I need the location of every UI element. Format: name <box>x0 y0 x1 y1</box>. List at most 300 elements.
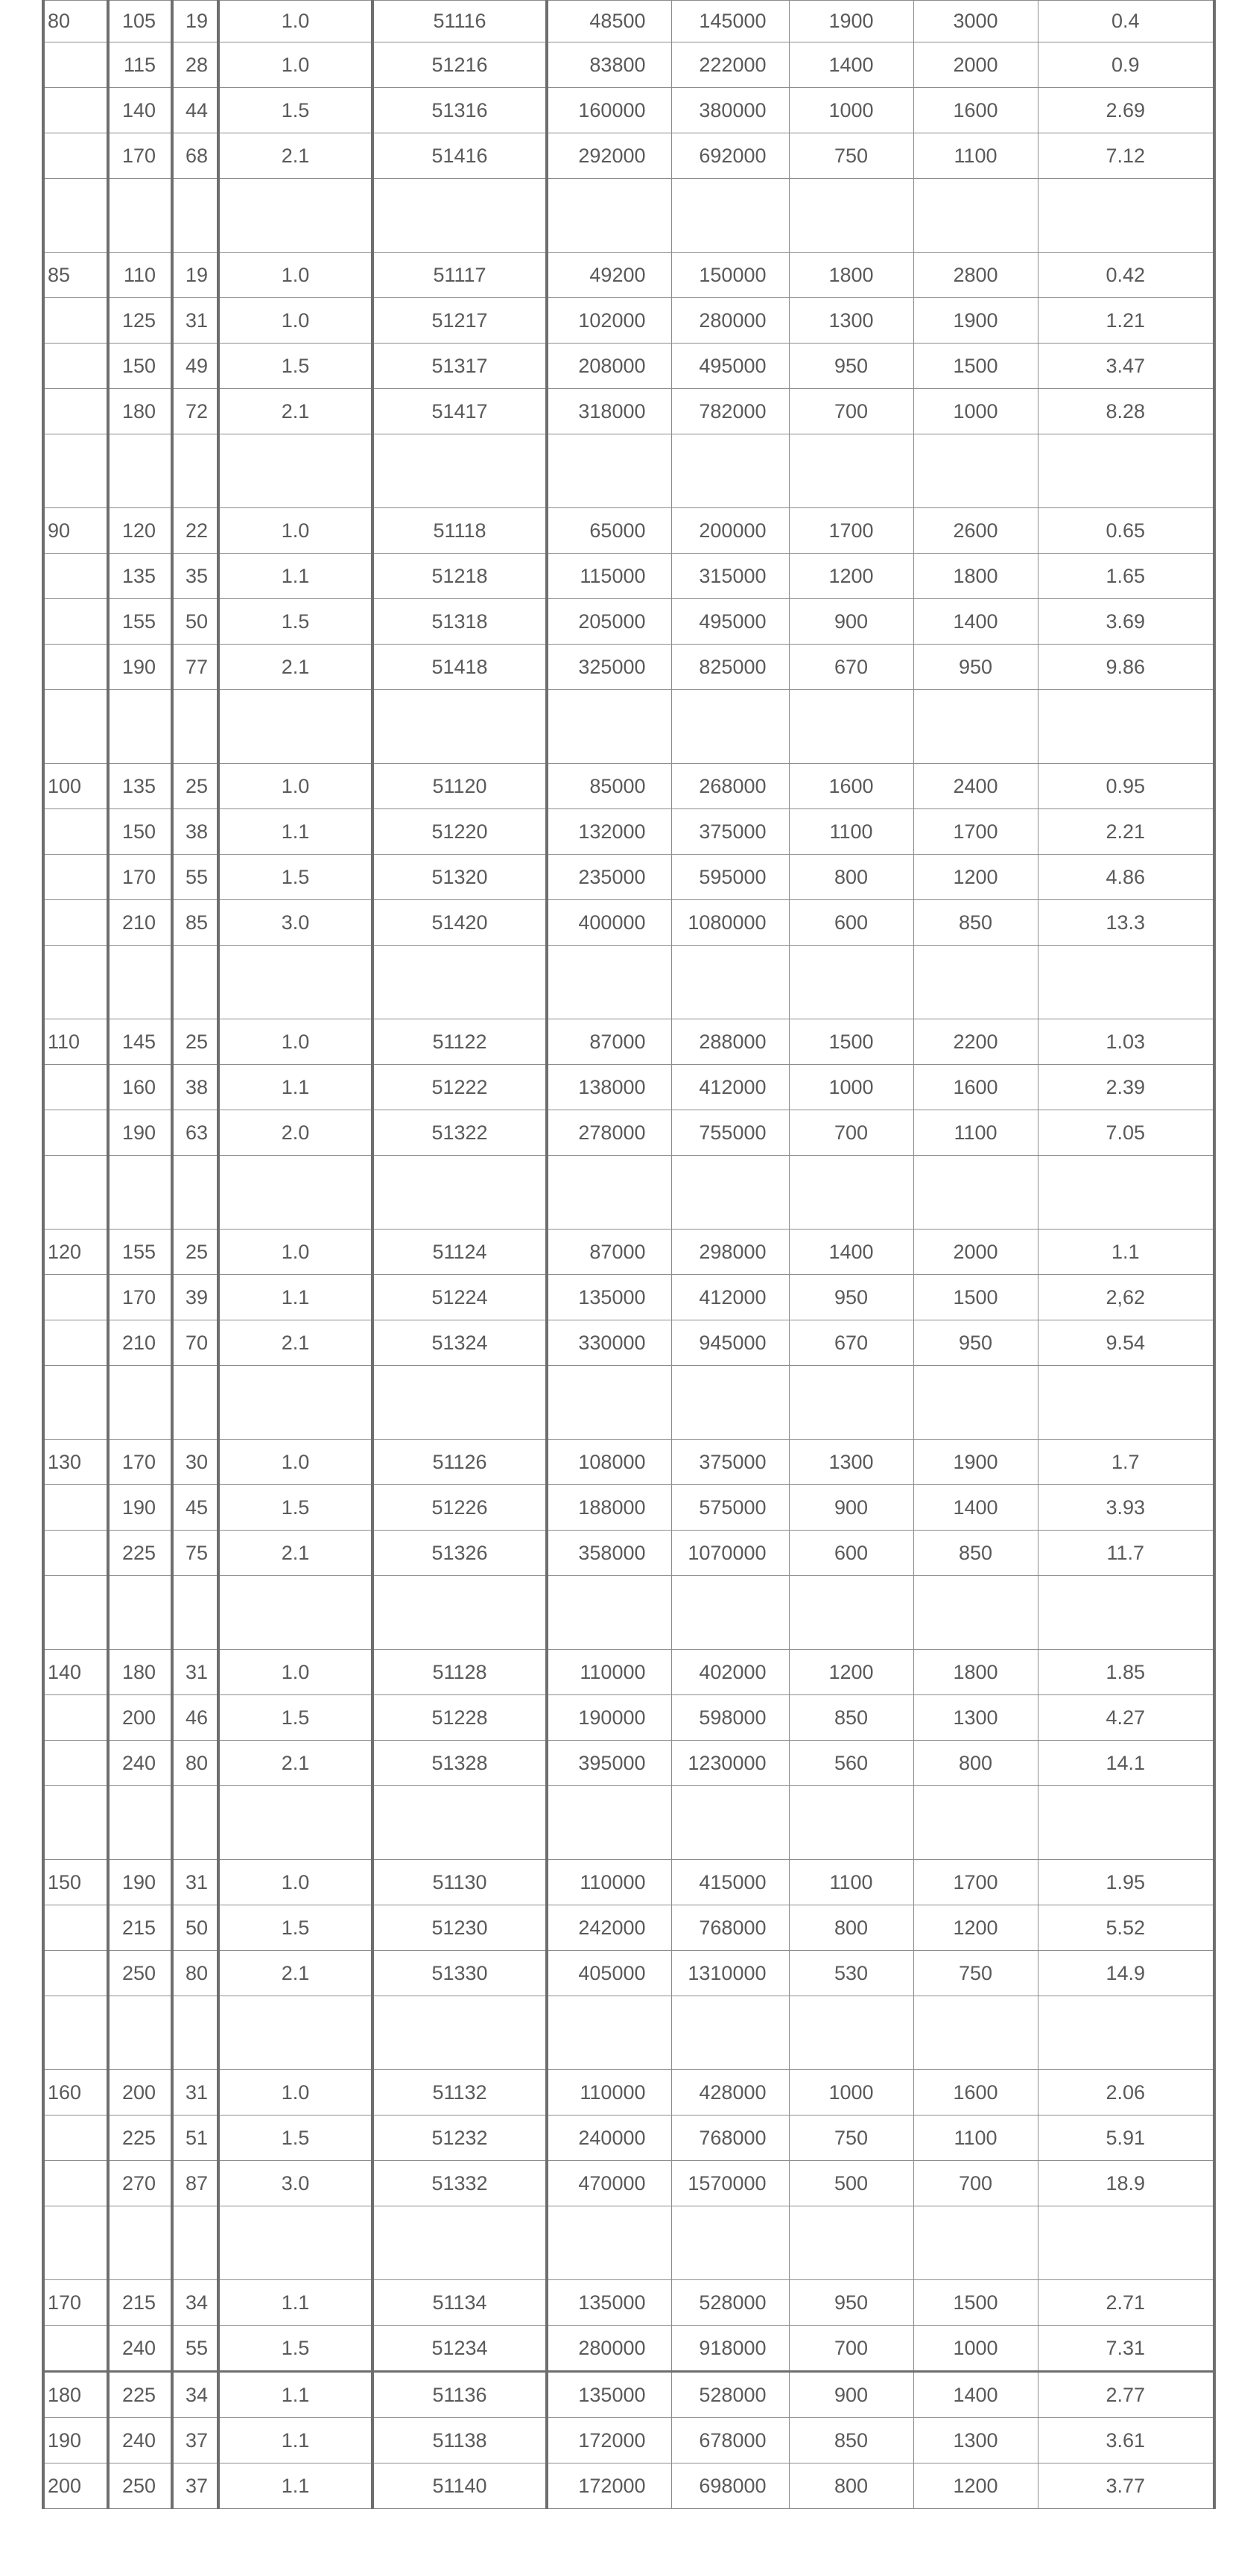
oil-speed-cell: 1000 <box>913 2326 1038 2372</box>
table-row <box>43 2161 1214 2206</box>
oil-speed-cell: 1800 <box>913 554 1038 599</box>
empty-cell <box>43 690 108 764</box>
bearing-code-cell: 51328 <box>372 1741 547 1786</box>
height-cell: 80 <box>172 1741 218 1786</box>
empty-cell <box>789 690 913 764</box>
bearing-code-cell: 51132 <box>372 2070 547 2115</box>
grease-speed-cell: 1000 <box>789 2070 913 2115</box>
bearing-code-cell: 51332 <box>372 2161 547 2206</box>
mass-cell: 11.7 <box>1038 1531 1214 1576</box>
height-cell: 55 <box>172 855 218 900</box>
static-load-cell: 698000 <box>671 2463 789 2509</box>
empty-cell <box>172 2206 218 2280</box>
table-row <box>43 855 1214 900</box>
empty-cell <box>372 2206 547 2280</box>
empty-cell <box>789 434 913 508</box>
bearing-code-cell: 51118 <box>372 508 547 554</box>
chamfer-cell: 1.0 <box>218 1230 372 1275</box>
table-row <box>43 1019 1214 1065</box>
empty-cell <box>108 1156 172 1230</box>
chamfer-cell: 1.0 <box>218 1019 372 1065</box>
oil-speed-cell: 1100 <box>913 1110 1038 1156</box>
table-row <box>43 1275 1214 1320</box>
outer-diameter-cell: 170 <box>108 1440 172 1485</box>
grease-speed-cell: 1200 <box>789 554 913 599</box>
mass-cell: 18.9 <box>1038 2161 1214 2206</box>
outer-diameter-cell: 225 <box>108 2115 172 2161</box>
chamfer-cell: 1.5 <box>218 1905 372 1951</box>
outer-diameter-cell: 115 <box>108 42 172 88</box>
bore-diameter-cell: 190 <box>43 2418 108 2463</box>
static-load-cell: 678000 <box>671 2418 789 2463</box>
dynamic-load-cell: 110000 <box>547 2070 671 2115</box>
empty-cell <box>218 2206 372 2280</box>
grease-speed-cell: 1500 <box>789 1019 913 1065</box>
table-row <box>43 2280 1214 2326</box>
bearing-code-cell: 51322 <box>372 1110 547 1156</box>
static-load-cell: 288000 <box>671 1019 789 1065</box>
static-load-cell: 412000 <box>671 1275 789 1320</box>
bore-diameter-cell: 180 <box>43 2372 108 2418</box>
grease-speed-cell: 600 <box>789 1531 913 1576</box>
mass-cell: 2.71 <box>1038 2280 1214 2326</box>
bore-diameter-cell <box>43 554 108 599</box>
chamfer-cell: 1.0 <box>218 508 372 554</box>
outer-diameter-cell: 170 <box>108 1275 172 1320</box>
bore-diameter-cell <box>43 1065 108 1110</box>
mass-cell: 2.77 <box>1038 2372 1214 2418</box>
outer-diameter-cell: 150 <box>108 344 172 389</box>
empty-cell <box>108 2206 172 2280</box>
chamfer-cell: 1.5 <box>218 599 372 645</box>
empty-cell <box>547 2206 671 2280</box>
empty-cell <box>172 1366 218 1440</box>
bearing-code-cell: 51117 <box>372 253 547 298</box>
height-cell: 77 <box>172 645 218 690</box>
grease-speed-cell: 500 <box>789 2161 913 2206</box>
outer-diameter-cell: 190 <box>108 1860 172 1905</box>
empty-cell <box>43 1786 108 1860</box>
mass-cell: 8.28 <box>1038 389 1214 434</box>
grease-speed-cell: 950 <box>789 344 913 389</box>
chamfer-cell: 1.1 <box>218 809 372 855</box>
empty-cell <box>43 1576 108 1650</box>
oil-speed-cell: 850 <box>913 900 1038 946</box>
bearing-code-cell: 51120 <box>372 764 547 809</box>
table-row <box>43 1860 1214 1905</box>
grease-speed-cell: 800 <box>789 855 913 900</box>
chamfer-cell: 2.1 <box>218 645 372 690</box>
mass-cell: 3.47 <box>1038 344 1214 389</box>
oil-speed-cell: 750 <box>913 1951 1038 1996</box>
empty-cell <box>218 1366 372 1440</box>
mass-cell: 3.69 <box>1038 599 1214 645</box>
empty-cell <box>108 1366 172 1440</box>
bearing-code-cell: 51226 <box>372 1485 547 1531</box>
grease-speed-cell: 900 <box>789 599 913 645</box>
bore-diameter-cell <box>43 2326 108 2372</box>
empty-cell <box>671 179 789 253</box>
outer-diameter-cell: 135 <box>108 764 172 809</box>
chamfer-cell: 1.1 <box>218 1065 372 1110</box>
bore-diameter-cell: 120 <box>43 1230 108 1275</box>
empty-cell <box>1038 1576 1214 1650</box>
empty-cell <box>43 1996 108 2070</box>
static-load-cell: 375000 <box>671 809 789 855</box>
bearing-code-cell: 51140 <box>372 2463 547 2509</box>
height-cell: 44 <box>172 88 218 133</box>
grease-speed-cell: 1200 <box>789 1650 913 1695</box>
static-load-cell: 755000 <box>671 1110 789 1156</box>
empty-cell <box>1038 1156 1214 1230</box>
table-row <box>43 1695 1214 1741</box>
oil-speed-cell: 1800 <box>913 1650 1038 1695</box>
empty-cell <box>218 946 372 1019</box>
oil-speed-cell: 1600 <box>913 88 1038 133</box>
outer-diameter-cell: 170 <box>108 133 172 179</box>
bore-diameter-cell <box>43 1741 108 1786</box>
bore-diameter-cell <box>43 344 108 389</box>
table-row <box>43 88 1214 133</box>
empty-cell <box>43 2206 108 2280</box>
mass-cell: 9.54 <box>1038 1320 1214 1366</box>
bore-diameter-cell <box>43 42 108 88</box>
bore-diameter-cell <box>43 298 108 344</box>
table-row <box>43 1320 1214 1366</box>
dynamic-load-cell: 395000 <box>547 1741 671 1786</box>
bearing-code-cell: 51324 <box>372 1320 547 1366</box>
outer-diameter-cell: 125 <box>108 298 172 344</box>
oil-speed-cell: 2000 <box>913 1230 1038 1275</box>
dynamic-load-cell: 87000 <box>547 1019 671 1065</box>
bore-diameter-cell <box>43 88 108 133</box>
grease-speed-cell: 560 <box>789 1741 913 1786</box>
height-cell: 49 <box>172 344 218 389</box>
mass-cell: 2.39 <box>1038 1065 1214 1110</box>
bore-diameter-cell: 130 <box>43 1440 108 1485</box>
height-cell: 37 <box>172 2418 218 2463</box>
bearing-code-cell: 51124 <box>372 1230 547 1275</box>
empty-cell <box>1038 1996 1214 2070</box>
height-cell: 30 <box>172 1440 218 1485</box>
bore-diameter-cell <box>43 1485 108 1531</box>
table-row <box>43 2372 1214 2418</box>
grease-speed-cell: 850 <box>789 2418 913 2463</box>
table-row <box>43 1065 1214 1110</box>
dynamic-load-cell: 318000 <box>547 389 671 434</box>
empty-cell <box>372 1786 547 1860</box>
bore-diameter-cell <box>43 1905 108 1951</box>
mass-cell: 4.86 <box>1038 855 1214 900</box>
grease-speed-cell: 700 <box>789 2326 913 2372</box>
empty-cell <box>218 690 372 764</box>
empty-cell <box>547 690 671 764</box>
mass-cell: 1.03 <box>1038 1019 1214 1065</box>
height-cell: 19 <box>172 253 218 298</box>
outer-diameter-cell: 240 <box>108 2418 172 2463</box>
empty-cell <box>547 1366 671 1440</box>
oil-speed-cell: 1000 <box>913 389 1038 434</box>
mass-cell: 3.93 <box>1038 1485 1214 1531</box>
chamfer-cell: 2.1 <box>218 133 372 179</box>
outer-diameter-cell: 170 <box>108 855 172 900</box>
dynamic-load-cell: 110000 <box>547 1650 671 1695</box>
bore-diameter-cell <box>43 1531 108 1576</box>
empty-cell <box>913 1996 1038 2070</box>
spacer-row <box>43 690 1214 764</box>
grease-speed-cell: 1300 <box>789 298 913 344</box>
chamfer-cell: 3.0 <box>218 2161 372 2206</box>
empty-cell <box>671 2206 789 2280</box>
grease-speed-cell: 1100 <box>789 809 913 855</box>
height-cell: 25 <box>172 1230 218 1275</box>
empty-cell <box>108 690 172 764</box>
height-cell: 80 <box>172 1951 218 1996</box>
grease-speed-cell: 1000 <box>789 88 913 133</box>
oil-speed-cell: 1600 <box>913 2070 1038 2115</box>
empty-cell <box>671 1996 789 2070</box>
chamfer-cell: 1.0 <box>218 1650 372 1695</box>
static-load-cell: 428000 <box>671 2070 789 2115</box>
empty-cell <box>547 1996 671 2070</box>
oil-speed-cell: 1900 <box>913 298 1038 344</box>
dynamic-load-cell: 358000 <box>547 1531 671 1576</box>
table-row <box>43 508 1214 554</box>
grease-speed-cell: 900 <box>789 1485 913 1531</box>
mass-cell: 1.7 <box>1038 1440 1214 1485</box>
height-cell: 68 <box>172 133 218 179</box>
spacer-row <box>43 1786 1214 1860</box>
outer-diameter-cell: 180 <box>108 389 172 434</box>
empty-cell <box>913 1156 1038 1230</box>
oil-speed-cell: 1700 <box>913 809 1038 855</box>
static-load-cell: 1230000 <box>671 1741 789 1786</box>
spacer-row <box>43 434 1214 508</box>
bore-diameter-cell <box>43 2161 108 2206</box>
empty-cell <box>1038 946 1214 1019</box>
empty-cell <box>372 434 547 508</box>
dynamic-load-cell: 190000 <box>547 1695 671 1741</box>
outer-diameter-cell: 190 <box>108 1485 172 1531</box>
table-row <box>43 42 1214 88</box>
dynamic-load-cell: 115000 <box>547 554 671 599</box>
empty-cell <box>172 1156 218 1230</box>
chamfer-cell: 1.5 <box>218 1485 372 1531</box>
oil-speed-cell: 2400 <box>913 764 1038 809</box>
chamfer-cell: 2.1 <box>218 1951 372 1996</box>
empty-cell <box>372 1366 547 1440</box>
oil-speed-cell: 1300 <box>913 1695 1038 1741</box>
outer-diameter-cell: 225 <box>108 2372 172 2418</box>
empty-cell <box>43 179 108 253</box>
empty-cell <box>108 1576 172 1650</box>
empty-cell <box>671 1576 789 1650</box>
table-row <box>43 2463 1214 2509</box>
oil-speed-cell: 1300 <box>913 2418 1038 2463</box>
grease-speed-cell: 1400 <box>789 42 913 88</box>
dynamic-load-cell: 400000 <box>547 900 671 946</box>
grease-speed-cell: 850 <box>789 1695 913 1741</box>
table-row <box>43 764 1214 809</box>
height-cell: 50 <box>172 1905 218 1951</box>
oil-speed-cell: 950 <box>913 1320 1038 1366</box>
bearing-code-cell: 51326 <box>372 1531 547 1576</box>
bearing-code-cell: 51217 <box>372 298 547 344</box>
empty-cell <box>108 179 172 253</box>
table-row <box>43 900 1214 946</box>
outer-diameter-cell: 215 <box>108 1905 172 1951</box>
chamfer-cell: 1.0 <box>218 2070 372 2115</box>
grease-speed-cell: 700 <box>789 1110 913 1156</box>
empty-cell <box>789 1786 913 1860</box>
bearing-code-cell: 51317 <box>372 344 547 389</box>
empty-cell <box>172 690 218 764</box>
static-load-cell: 380000 <box>671 88 789 133</box>
dynamic-load-cell: 65000 <box>547 508 671 554</box>
bearing-code-cell: 51224 <box>372 1275 547 1320</box>
height-cell: 34 <box>172 2372 218 2418</box>
outer-diameter-cell: 155 <box>108 1230 172 1275</box>
empty-cell <box>218 179 372 253</box>
grease-speed-cell: 1000 <box>789 1065 913 1110</box>
chamfer-cell: 2.0 <box>218 1110 372 1156</box>
height-cell: 85 <box>172 900 218 946</box>
table-row <box>43 344 1214 389</box>
bearing-code-cell: 51216 <box>372 42 547 88</box>
height-cell: 31 <box>172 1860 218 1905</box>
bearing-code-cell: 51116 <box>372 1 547 42</box>
oil-speed-cell: 1500 <box>913 1275 1038 1320</box>
empty-cell <box>43 1366 108 1440</box>
mass-cell: 5.91 <box>1038 2115 1214 2161</box>
empty-cell <box>789 946 913 1019</box>
dynamic-load-cell: 110000 <box>547 1860 671 1905</box>
dynamic-load-cell: 172000 <box>547 2418 671 2463</box>
height-cell: 19 <box>172 1 218 42</box>
bearing-spec-sheet <box>42 0 1213 2509</box>
bearing-code-cell: 51420 <box>372 900 547 946</box>
bore-diameter-cell: 200 <box>43 2463 108 2509</box>
grease-speed-cell: 750 <box>789 133 913 179</box>
bearing-code-cell: 51122 <box>372 1019 547 1065</box>
bore-diameter-cell <box>43 645 108 690</box>
oil-speed-cell: 1200 <box>913 855 1038 900</box>
static-load-cell: 280000 <box>671 298 789 344</box>
table-row <box>43 2115 1214 2161</box>
bearing-code-cell: 51318 <box>372 599 547 645</box>
bearing-code-cell: 51234 <box>372 2326 547 2372</box>
bearing-code-cell: 51130 <box>372 1860 547 1905</box>
bearing-code-cell: 51230 <box>372 1905 547 1951</box>
height-cell: 75 <box>172 1531 218 1576</box>
grease-speed-cell: 1700 <box>789 508 913 554</box>
chamfer-cell: 1.0 <box>218 1 372 42</box>
static-load-cell: 1310000 <box>671 1951 789 1996</box>
height-cell: 31 <box>172 298 218 344</box>
empty-cell <box>789 1156 913 1230</box>
dynamic-load-cell: 280000 <box>547 2326 671 2372</box>
empty-cell <box>172 1996 218 2070</box>
bore-diameter-cell <box>43 1695 108 1741</box>
empty-cell <box>218 1156 372 1230</box>
bore-diameter-cell <box>43 599 108 645</box>
mass-cell: 2.69 <box>1038 88 1214 133</box>
bore-diameter-cell <box>43 2115 108 2161</box>
bearing-spec-table <box>42 0 1216 2509</box>
oil-speed-cell: 1100 <box>913 2115 1038 2161</box>
chamfer-cell: 1.0 <box>218 298 372 344</box>
mass-cell: 9.86 <box>1038 645 1214 690</box>
oil-speed-cell: 1500 <box>913 344 1038 389</box>
chamfer-cell: 2.1 <box>218 1531 372 1576</box>
empty-cell <box>172 946 218 1019</box>
table-row <box>43 2326 1214 2372</box>
empty-cell <box>913 690 1038 764</box>
table-row <box>43 133 1214 179</box>
mass-cell: 0.65 <box>1038 508 1214 554</box>
oil-speed-cell: 1400 <box>913 1485 1038 1531</box>
outer-diameter-cell: 250 <box>108 2463 172 2509</box>
oil-speed-cell: 2200 <box>913 1019 1038 1065</box>
chamfer-cell: 1.0 <box>218 764 372 809</box>
oil-speed-cell: 1200 <box>913 2463 1038 2509</box>
height-cell: 51 <box>172 2115 218 2161</box>
height-cell: 39 <box>172 1275 218 1320</box>
spacer-row <box>43 2206 1214 2280</box>
empty-cell <box>1038 690 1214 764</box>
chamfer-cell: 2.1 <box>218 1741 372 1786</box>
mass-cell: 2,62 <box>1038 1275 1214 1320</box>
bore-diameter-cell <box>43 133 108 179</box>
empty-cell <box>172 1786 218 1860</box>
outer-diameter-cell: 190 <box>108 1110 172 1156</box>
mass-cell: 1.1 <box>1038 1230 1214 1275</box>
bearing-code-cell: 51126 <box>372 1440 547 1485</box>
grease-speed-cell: 750 <box>789 2115 913 2161</box>
spacer-row <box>43 1156 1214 1230</box>
empty-cell <box>108 1786 172 1860</box>
static-load-cell: 415000 <box>671 1860 789 1905</box>
empty-cell <box>671 946 789 1019</box>
static-load-cell: 768000 <box>671 1905 789 1951</box>
table-row <box>43 2418 1214 2463</box>
outer-diameter-cell: 150 <box>108 809 172 855</box>
chamfer-cell: 2.1 <box>218 1320 372 1366</box>
bore-diameter-cell: 80 <box>43 1 108 42</box>
static-load-cell: 222000 <box>671 42 789 88</box>
chamfer-cell: 1.1 <box>218 2280 372 2326</box>
oil-speed-cell: 1500 <box>913 2280 1038 2326</box>
outer-diameter-cell: 140 <box>108 88 172 133</box>
table-row <box>43 1650 1214 1695</box>
chamfer-cell: 1.5 <box>218 2115 372 2161</box>
dynamic-load-cell: 330000 <box>547 1320 671 1366</box>
empty-cell <box>372 946 547 1019</box>
empty-cell <box>547 1156 671 1230</box>
dynamic-load-cell: 292000 <box>547 133 671 179</box>
height-cell: 38 <box>172 1065 218 1110</box>
bore-diameter-cell <box>43 1320 108 1366</box>
table-row <box>43 1531 1214 1576</box>
empty-cell <box>1038 179 1214 253</box>
oil-speed-cell: 850 <box>913 1531 1038 1576</box>
height-cell: 34 <box>172 2280 218 2326</box>
dynamic-load-cell: 108000 <box>547 1440 671 1485</box>
outer-diameter-cell: 180 <box>108 1650 172 1695</box>
grease-speed-cell: 530 <box>789 1951 913 1996</box>
dynamic-load-cell: 242000 <box>547 1905 671 1951</box>
chamfer-cell: 1.5 <box>218 344 372 389</box>
